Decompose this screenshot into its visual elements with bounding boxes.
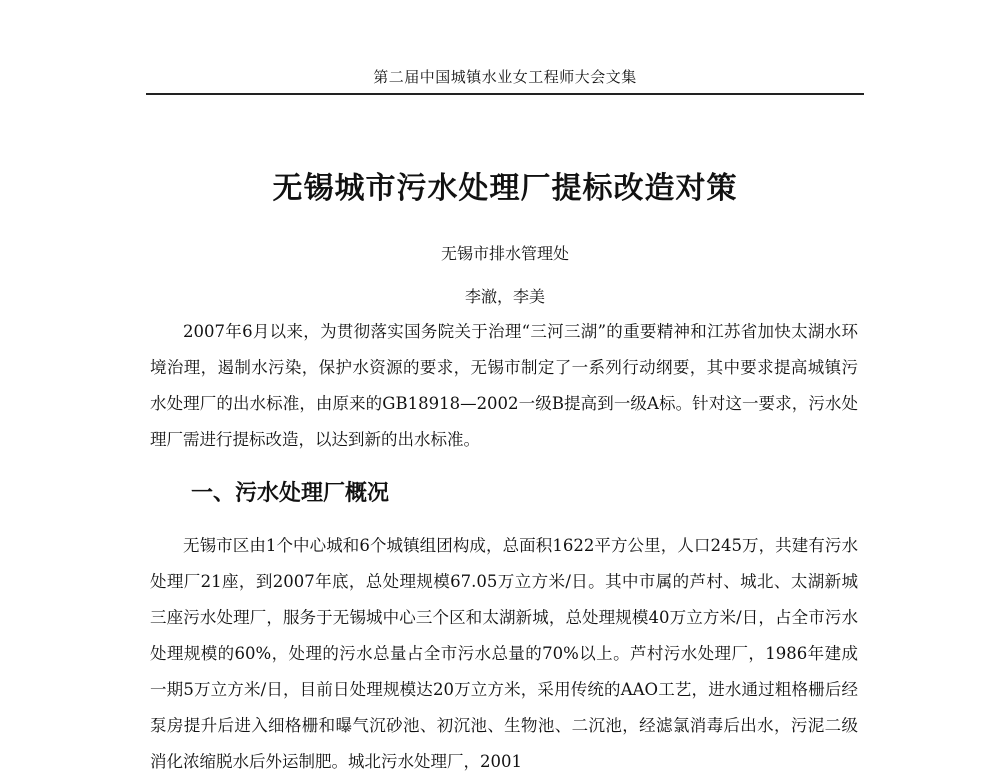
section-heading-overview: 一、污水处理厂概况 — [191, 481, 390, 506]
author-names: 李澈，李美 — [464, 287, 545, 306]
author-affiliation: 无锡市排水管理处 — [440, 244, 569, 263]
article-title: 无锡城市污水处理厂提标改造对策 — [272, 171, 738, 206]
header-divider — [146, 93, 864, 95]
running-header: 第二届中国城镇水业女工程师大会文集 — [373, 68, 637, 86]
intro-paragraph: 2007年6月以来，为贯彻落实国务院关于治理“三河三湖”的重要精神和江苏省加快太湖水环境治理，遏制水污染，保护水资源的要求，无锡市制定了一系列行动纲要，其中要求提高城镇污水处理厂的出水标准，由原来的GB18918—2002一级B提高到一级A标。针对这一要求，污水处理厂需进行提标改造，以达到新的出水标准。 — [150, 322, 858, 449]
section-overview-paragraph: 无锡市区由1个中心城和6个城镇组团构成，总面积1622平方公里，人口245万，共建有污水处理厂21座，到2007年底，总处理规模67.05万立方米/日。其中市属的芦村、城北、太湖新城三座污水处理厂，服务于无锡城中心三个区和太湖新城，总处理规模40万立方米/日，占全市污水处理规模的60%，处理的污水总量占全市污水总量的70%以上。芦村污水处理厂，1986年建成一期5万立方米/日，目前日处理规模达20万立方米，采用传统的AAO工艺，进水通过粗格栅后经泵房提升后进入细格栅和曝气沉砂池、初沉池、生物池、二沉池，经滤氯消毒后出水，污泥二级消化浓缩脱水后外运制肥。城北污水处理厂，2001 — [150, 536, 858, 771]
